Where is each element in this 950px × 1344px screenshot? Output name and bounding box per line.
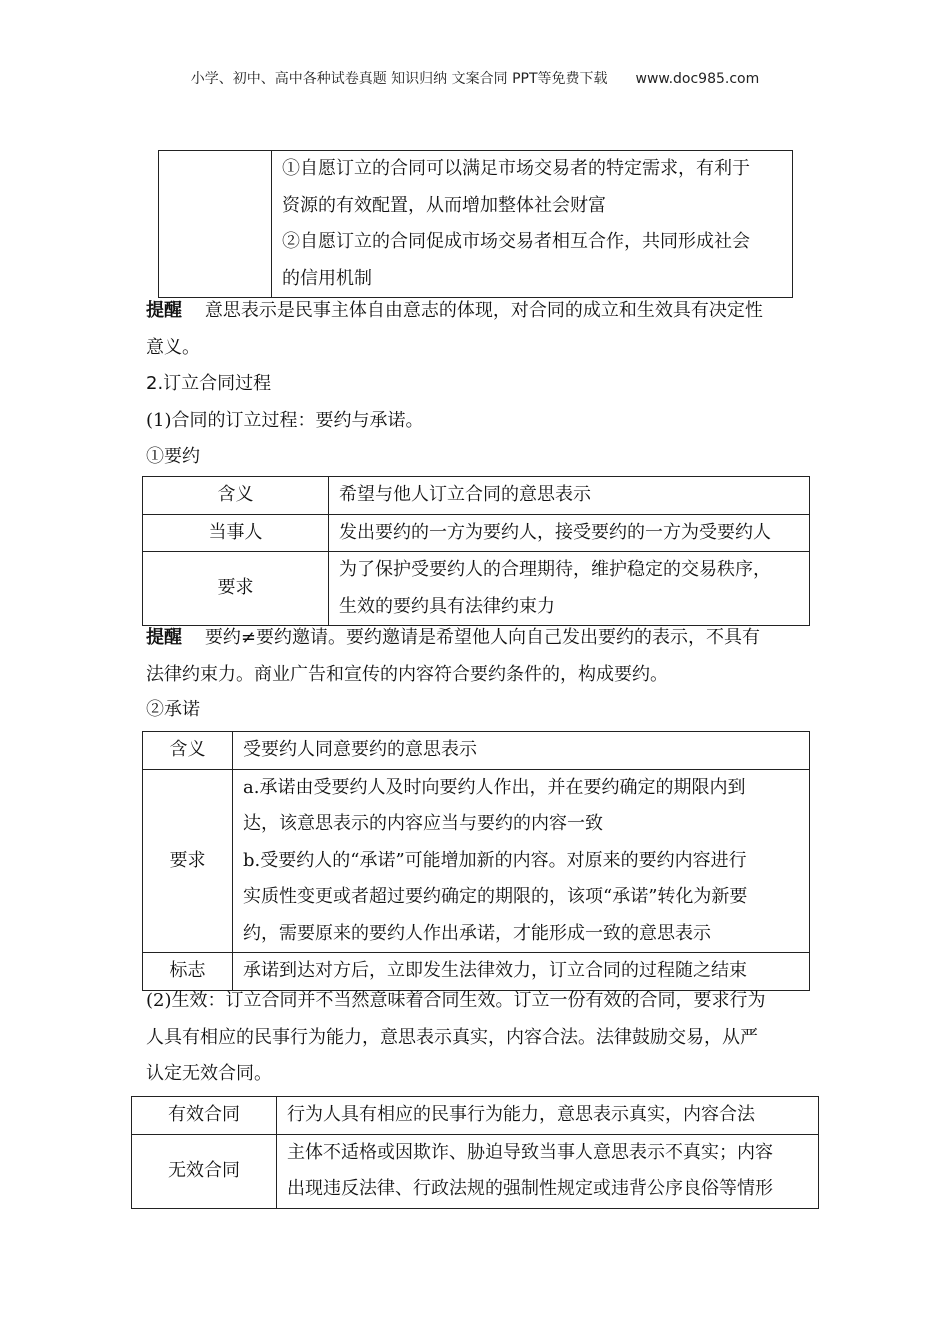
- subsection-title-offer: ①要约: [146, 446, 200, 467]
- section-title: 2.订立合同过程: [146, 373, 272, 394]
- table-cell-label: 要求: [143, 769, 233, 953]
- table-cell-content: a.承诺由受要约人及时向要约人作出，并在要约确定的期限内到 达，该意思表示的内容应当与要约的内容一致 b.受要约人的“承诺”可能增加新的内容。对原来的要约内容进行 实质性变更或者超过要约确定的期限的，该项“承诺”转化为新要 约，需要原来的要约人作出承诺，才能形成一致的意思表示: [233, 769, 810, 953]
- table-row: [159, 151, 793, 298]
- table-row: [132, 1097, 819, 1135]
- table-cell-content: 为了保护受要约人的合理期待，维护稳定的交易秩序， 生效的要约具有法律约束力: [329, 552, 810, 626]
- table-cell-content: 受要约人同意要约的意思表示: [233, 732, 810, 770]
- table-cell-content: 行为人具有相应的民事行为能力，意思表示真实，内容合法: [277, 1097, 819, 1135]
- table-row: [143, 769, 810, 953]
- tip-label: 提醒: [146, 300, 182, 321]
- table-row: [143, 732, 810, 770]
- table-benefits: [158, 150, 793, 298]
- subsection-title-accept: ②承诺: [146, 699, 200, 720]
- tip-label: 提醒: [146, 627, 182, 648]
- table-cell-label: 有效合同: [132, 1097, 277, 1135]
- table-validity: [131, 1096, 819, 1209]
- table-cell-label: 含义: [143, 732, 233, 770]
- header-site: www.doc985.com: [635, 71, 760, 87]
- table-cell-label: 标志: [143, 953, 233, 991]
- table-cell-content: ①自愿订立的合同可以满足市场交易者的特定需求，有利于 资源的有效配置，从而增加整体社会财富 ②自愿订立的合同促成市场交易者相互合作，共同形成社会 的信用机制: [272, 151, 793, 298]
- table-cell-content: 希望与他人订立合同的意思表示: [329, 477, 810, 515]
- table-cell-label: 要求: [143, 552, 329, 626]
- table-offer: [142, 476, 810, 626]
- paragraph-effect: (2)生效：订立合同并不当然意味着合同生效。订立一份有效的合同，要求行为 人具有相应的民事行为能力，意思表示真实，内容合法。法律鼓励交易，从严 认定无效合同。: [146, 990, 766, 1084]
- table-acceptance: [142, 731, 810, 991]
- table-row: [132, 1134, 819, 1208]
- table-cell-content: 发出要约的一方为要约人，接受要约的一方为受要约人: [329, 514, 810, 552]
- table-cell-label: 无效合同: [132, 1134, 277, 1208]
- table-cell-content: 承诺到达对方后，立即发生法律效力，订立合同的过程随之结束: [233, 953, 810, 991]
- table-cell-content: 主体不适格或因欺诈、胁迫导致当事人意思表示不真实；内容 出现违反法律、行政法规的强制性规定或违背公序良俗等情形: [277, 1134, 819, 1208]
- table-row: [143, 477, 810, 515]
- table-cell-label: 含义: [143, 477, 329, 515]
- header-text: 小学、初中、高中各种试卷真题 知识归纳 文案合同 PPT等免费下载: [190, 71, 608, 87]
- table-cell-label: [159, 151, 272, 298]
- tip-2: 提醒 要约≠要约邀请。要约邀请是希望他人向自己发出要约的表示，不具有 法律约束力。商业广告和宣传的内容符合要约条件的，构成要约。: [146, 627, 760, 685]
- table-cell-label: 当事人: [143, 514, 329, 552]
- tip-1: 提醒 意思表示是民事主体自由意志的体现，对合同的成立和生效具有决定性 意义。: [146, 300, 763, 358]
- table-row: [143, 552, 810, 626]
- paragraph: (1)合同的订立过程：要约与承诺。: [146, 410, 424, 431]
- table-row: [143, 514, 810, 552]
- page-header: [0, 68, 950, 88]
